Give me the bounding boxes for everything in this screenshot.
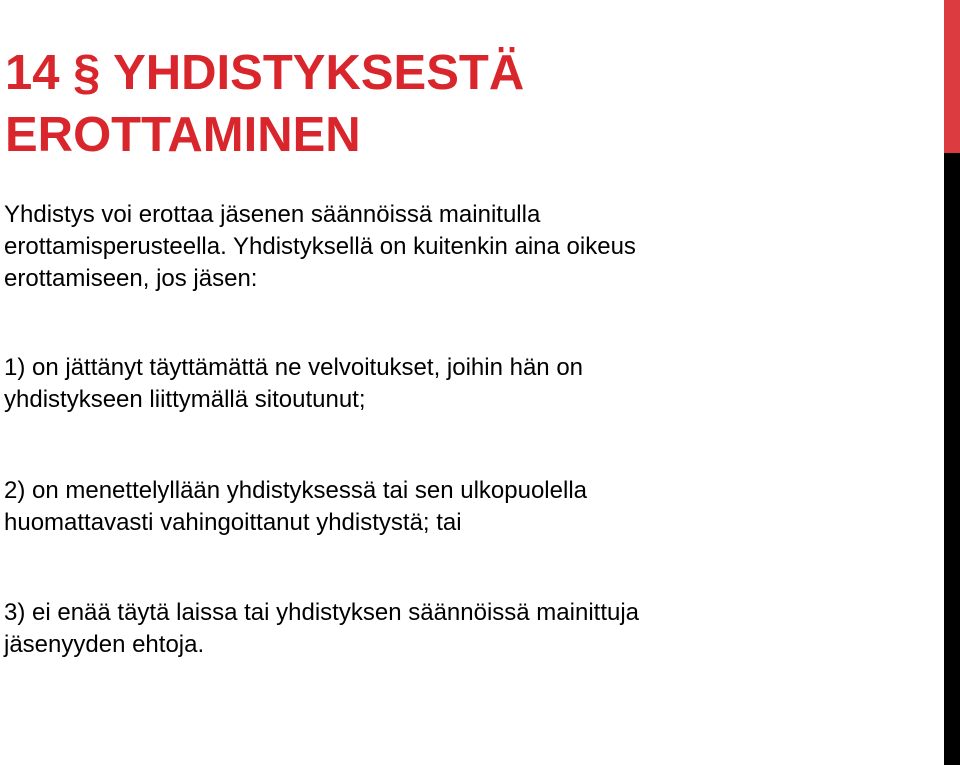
- intro-paragraph: [4, 199, 904, 295]
- list-item-3-line-2: jäsenyyden ehtoja.: [4, 631, 205, 658]
- list-item-1-line-2: yhdistykseen liittymällä sitoutunut;: [4, 386, 366, 413]
- slide-title-line-2: EROTTAMINEN: [5, 108, 361, 162]
- list-item-3: [4, 597, 904, 661]
- intro-line-2: erottamisperusteella. Yhdistyksellä on kuitenkin aina oikeus: [4, 233, 636, 260]
- side-bar: [944, 0, 960, 765]
- list-item-2-line-1: 2) on menettelyllään yhdistyksessä tai sen ulkopuolella: [4, 477, 587, 504]
- side-bar-accent: [944, 0, 960, 153]
- intro-line-3: erottamiseen, jos jäsen:: [4, 265, 258, 292]
- intro-line-1: Yhdistys voi erottaa jäsenen säännöissä mainitulla: [4, 201, 541, 228]
- slide-title-line-1: 14 § YHDISTYKSESTÄ: [5, 46, 525, 100]
- list-item-1: [4, 352, 904, 416]
- list-item-2-line-2: huomattavasti vahingoittanut yhdistystä; tai: [4, 509, 462, 536]
- list-item-1-line-1: 1) on jättänyt täyttämättä ne velvoitukset, joihin hän on: [4, 354, 584, 381]
- slide-title: [5, 42, 905, 166]
- list-item-3-line-1: 3) ei enää täytä laissa tai yhdistyksen säännöissä mainittuja: [4, 599, 640, 626]
- list-item-2: [4, 475, 904, 539]
